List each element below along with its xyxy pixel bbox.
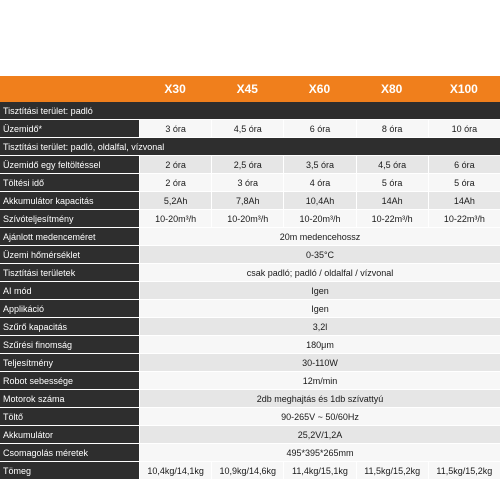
table-row [0, 246, 500, 264]
row-label: Szűrési finomság [0, 336, 139, 353]
merged-cell: 12m/min [139, 372, 500, 389]
merged-cell: 3,2l [139, 318, 500, 335]
cell: 10 óra [428, 120, 500, 137]
table-row [0, 192, 500, 210]
cell: 10,4Ah [283, 192, 355, 209]
table-row [0, 156, 500, 174]
model-x45: X45 [236, 82, 258, 96]
table-row [0, 264, 500, 282]
row-label: Akkumulátor kapacitás [0, 192, 139, 209]
cell: 6 óra [428, 156, 500, 173]
merged-cell: Igen [139, 282, 500, 299]
cell: 10,4kg/14,1kg [139, 462, 211, 479]
merged-cell: Igen [139, 300, 500, 317]
table-row [0, 318, 500, 336]
cell: 14Ah [428, 192, 500, 209]
row-label: Ajánlott medenceméret [0, 228, 139, 245]
row-label: AI mód [0, 282, 139, 299]
merged-cell: 25,2V/1,2A [139, 426, 500, 443]
merged-cell: 180μm [139, 336, 500, 353]
row-label: Üzemi hőmérséklet [0, 246, 139, 263]
cell: 10-20m³/h [139, 210, 211, 227]
model-header-row [0, 76, 500, 102]
model-x60: X60 [308, 82, 331, 96]
cell: 10-22m³/h [356, 210, 428, 227]
cell: 2,5 óra [211, 156, 283, 173]
table-row [0, 210, 500, 228]
merged-cell: 90-265V ~ 50/60Hz [139, 408, 500, 425]
cell: 10-20m³/h [211, 210, 283, 227]
row-label: Üzemidő* [0, 120, 139, 137]
cell: 2 óra [139, 174, 211, 191]
single-rows [0, 228, 500, 462]
cell: 4,5 óra [356, 156, 428, 173]
row-label: Csomagolás méretek [0, 444, 139, 461]
multi-rows [0, 156, 500, 228]
cell: 10-20m³/h [283, 210, 355, 227]
table-row [0, 390, 500, 408]
row-label: Üzemidő egy feltöltéssel [0, 156, 139, 173]
table-row [0, 462, 500, 480]
table-row [0, 372, 500, 390]
cell: 3,5 óra [283, 156, 355, 173]
merged-cell: 30-110W [139, 354, 500, 371]
model-x30: X30 [164, 82, 186, 96]
table-row [0, 228, 500, 246]
cell: 5,2Ah [139, 192, 211, 209]
merged-cell: 495*395*265mm [139, 444, 500, 461]
merged-cell: 0-35°C [139, 246, 500, 263]
model-x100: X100 [449, 82, 478, 96]
model-x80: X80 [380, 82, 403, 96]
cell: 3 óra [211, 174, 283, 191]
row-label: Applikáció [0, 300, 139, 317]
cell: 3 óra [139, 120, 211, 137]
cell: 11,4kg/15,1kg [283, 462, 355, 479]
row-label: Szívóteljesítmény [0, 210, 139, 227]
row-label: Motorok száma [0, 390, 139, 407]
cell: 5 óra [356, 174, 428, 191]
section-multi: Tisztítási terület: padló, oldalfal, vízvonal [0, 138, 500, 156]
row-label: Robot sebessége [0, 372, 139, 389]
merged-cell: csak padló; padló / oldalfal / vízvonal [139, 264, 500, 281]
merged-cell: 20m medencehossz [139, 228, 500, 245]
cell: 10,9kg/14,6kg [211, 462, 283, 479]
cell: 11,5kg/15,2kg [356, 462, 428, 479]
cell: 6 óra [283, 120, 355, 137]
row-label: Teljesítmény [0, 354, 139, 371]
table-row [0, 354, 500, 372]
row-label: Töltő [0, 408, 139, 425]
table-row [0, 336, 500, 354]
row-label: Akkumulátor [0, 426, 139, 443]
merged-cell: 2db meghajtás és 1db szívattyú [139, 390, 500, 407]
table-row [0, 300, 500, 318]
cell: 14Ah [356, 192, 428, 209]
row-label: Szűrő kapacitás [0, 318, 139, 335]
table-row [0, 444, 500, 462]
cell: 5 óra [428, 174, 500, 191]
cell: 2 óra [139, 156, 211, 173]
spec-table [0, 76, 500, 480]
cell: 4,5 óra [211, 120, 283, 137]
table-row [0, 120, 500, 138]
section-floor: Tisztítási terület: padló [0, 102, 500, 120]
cell: 11,5kg/15,2kg [428, 462, 500, 479]
row-label: Tisztítási területek [0, 264, 139, 281]
cell: 8 óra [356, 120, 428, 137]
table-row [0, 408, 500, 426]
cell: 10-22m³/h [428, 210, 500, 227]
cell: 7,8Ah [211, 192, 283, 209]
table-row [0, 426, 500, 444]
cell: 4 óra [283, 174, 355, 191]
table-row [0, 282, 500, 300]
table-row [0, 174, 500, 192]
row-label: Tömeg [0, 462, 139, 479]
row-label: Töltési idő [0, 174, 139, 191]
